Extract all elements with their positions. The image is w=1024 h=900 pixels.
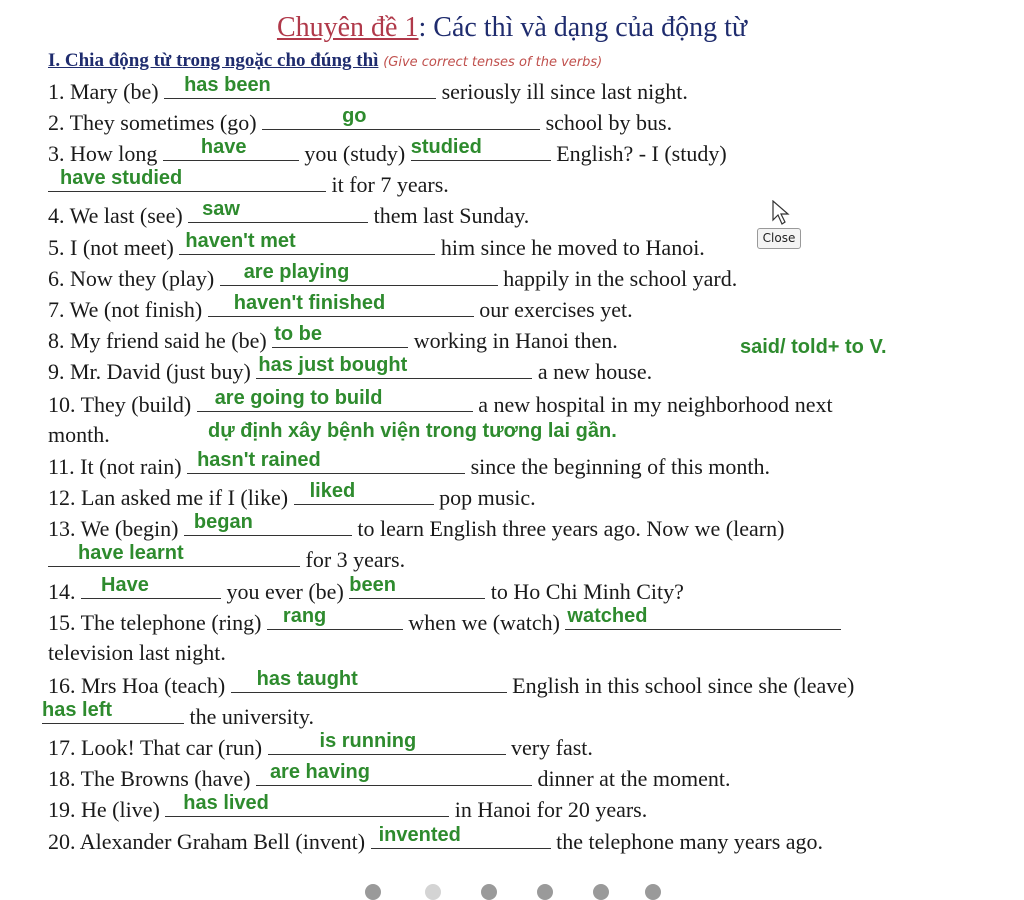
section-title: I. Chia động từ trong ngoặc cho đúng thì — [48, 50, 379, 71]
exercise-line — [42, 699, 314, 730]
answer-blank — [187, 449, 465, 474]
exercise-line — [48, 824, 824, 855]
exercise-line — [48, 668, 855, 699]
exercise-line — [48, 167, 449, 198]
exercise-line — [48, 792, 648, 823]
line-text: 17. Look! That car (run) — [48, 735, 263, 760]
answer-blank — [410, 136, 551, 161]
answer-blank — [256, 354, 532, 379]
line-text: happily in the school yard. — [503, 266, 738, 291]
line-text: him since he moved to Hanoi. — [440, 235, 705, 260]
answer-blank — [42, 699, 184, 724]
line-text: seriously ill since last night. — [441, 79, 688, 104]
exercise-line — [48, 542, 406, 573]
line-text: 3. How long — [48, 141, 158, 166]
answer-blank — [188, 198, 368, 223]
line-text: when we (watch) — [408, 610, 560, 635]
answer-blank — [163, 136, 299, 161]
line-text: 4. We last (see) — [48, 203, 183, 228]
answer-blank — [231, 668, 507, 693]
exercise-line — [48, 605, 841, 636]
line-text: working in Hanoi then. — [413, 328, 618, 353]
line-text: 2. They sometimes (go) — [48, 110, 257, 135]
vietnamese-note: dự định xây bệnh viện trong tương lai gần. — [208, 420, 617, 442]
line-text: our exercises yet. — [479, 297, 633, 322]
line-text: 18. The Browns (have) — [48, 766, 251, 791]
exercise-line — [48, 292, 633, 323]
answer-blank — [268, 730, 506, 755]
page-dot[interactable] — [365, 884, 381, 900]
line-text: 5. I (not meet) — [48, 235, 174, 260]
title-topic: Chuyên đề 1 — [276, 12, 419, 43]
line-text: 7. We (not finish) — [48, 297, 203, 322]
page-dot[interactable] — [537, 884, 553, 900]
answer-blank — [267, 605, 403, 630]
exercise-line — [48, 230, 705, 261]
line-text: 8. My friend said he (be) — [48, 328, 267, 353]
line-text: it for 7 years. — [331, 172, 449, 197]
answer-text: began — [193, 511, 253, 533]
line-text: them last Sunday. — [373, 203, 530, 228]
answer-text: watched — [567, 605, 648, 627]
title-subject: Các thì và dạng của động từ — [433, 12, 748, 43]
answer-text: are having — [269, 761, 370, 783]
answer-text: studied — [410, 136, 482, 158]
answer-text: saw — [202, 198, 240, 220]
exercise-line — [48, 261, 738, 292]
answer-text: haven't finished — [233, 292, 386, 314]
line-text: the university. — [189, 704, 314, 729]
line-text: to learn English three years ago. Now we (learn) — [357, 516, 785, 541]
exercise-line — [48, 354, 653, 385]
section-hint: (Give correct tenses of the verbs) — [383, 55, 603, 70]
line-text: 19. He (live) — [48, 797, 160, 822]
grammar-note: said/ told+ to V. — [740, 336, 887, 358]
answer-blank — [197, 387, 473, 412]
line-text: 15. The telephone (ring) — [48, 610, 262, 635]
pagination-dots — [365, 878, 675, 892]
title-separator: : — [418, 12, 434, 43]
line-text: 16. Mrs Hoa (teach) — [48, 673, 226, 698]
line-text: you (study) — [304, 141, 406, 166]
answer-blank — [294, 480, 434, 505]
answer-blank — [48, 167, 326, 192]
answer-text: liked — [309, 480, 356, 502]
answer-text: haven't met — [185, 230, 296, 252]
answer-blank — [81, 574, 221, 599]
exercise-line — [48, 105, 673, 136]
answer-text: hasn't rained — [197, 449, 321, 471]
answer-blank — [208, 292, 474, 317]
line-text: 11. It (not rain) — [48, 454, 182, 479]
line-text: pop music. — [439, 485, 536, 510]
exercise-line — [48, 323, 618, 354]
line-text: school by bus. — [545, 110, 673, 135]
answer-text: has lived — [183, 792, 269, 814]
answer-blank — [371, 824, 551, 849]
line-text: since the beginning of this month. — [470, 454, 770, 479]
answer-text: have studied — [60, 167, 183, 189]
exercise-line — [48, 640, 226, 666]
exercise-line — [48, 761, 731, 792]
mouse-cursor-icon — [772, 200, 790, 226]
page-dot[interactable] — [593, 884, 609, 900]
line-text: you ever (be) — [226, 579, 344, 604]
line-text: to Ho Chi Minh City? — [490, 579, 684, 604]
answer-blank — [272, 323, 408, 348]
page-dot[interactable] — [645, 884, 661, 900]
answer-blank — [262, 105, 540, 130]
line-text: 6. Now they (play) — [48, 266, 215, 291]
answer-blank — [179, 230, 435, 255]
answer-text: has just bought — [258, 354, 408, 376]
answer-blank — [220, 261, 498, 286]
line-text: 14. — [48, 579, 76, 604]
line-text: a new hospital in my neighborhood next — [478, 392, 833, 417]
line-text: television last night. — [48, 640, 226, 665]
exercise-line — [48, 511, 785, 542]
answer-text: is running — [319, 730, 417, 752]
answer-text: been — [349, 574, 396, 596]
answer-blank — [165, 792, 449, 817]
exercise-line — [48, 480, 536, 511]
line-text: for 3 years. — [305, 547, 406, 572]
page-title — [0, 12, 1024, 44]
answer-text: to be — [274, 323, 322, 345]
line-text: 20. Alexander Graham Bell (invent) — [48, 829, 366, 854]
line-text: 1. Mary (be) — [48, 79, 159, 104]
line-text: 13. We (begin) — [48, 516, 179, 541]
line-text: 9. Mr. David (just buy) — [48, 359, 251, 384]
line-text: the telephone many years ago. — [556, 829, 824, 854]
line-text: dinner at the moment. — [537, 766, 731, 791]
answer-text: has left — [42, 699, 113, 721]
line-text: 12. Lan asked me if I (like) — [48, 485, 289, 510]
line-text: English in this school since she (leave) — [512, 673, 855, 698]
exercise-line — [48, 574, 684, 605]
exercise-line — [48, 387, 833, 418]
answer-text: have learnt — [78, 542, 184, 564]
line-text: English? - I (study) — [556, 141, 727, 166]
answer-blank — [48, 542, 300, 567]
answer-text: are going to build — [214, 387, 383, 409]
page-dot[interactable] — [481, 884, 497, 900]
answer-text: Have — [101, 574, 149, 596]
answer-blank — [184, 511, 352, 536]
answer-text: has taught — [256, 668, 358, 690]
exercise-line — [48, 198, 530, 229]
exercise-line — [48, 422, 110, 448]
exercise-line — [48, 730, 593, 761]
line-text: month. — [48, 422, 110, 447]
answer-text: invented — [378, 824, 461, 846]
line-text: a new house. — [537, 359, 653, 384]
line-text: very fast. — [511, 735, 593, 760]
answer-blank — [349, 574, 485, 599]
section-heading — [48, 50, 602, 72]
answer-text: go — [342, 105, 367, 127]
exercise-line — [48, 74, 688, 105]
exercise-line — [48, 449, 770, 480]
page-dot[interactable] — [425, 884, 441, 900]
answer-blank — [164, 74, 436, 99]
answer-text: has been — [184, 74, 271, 96]
exercise-line — [48, 136, 727, 167]
answer-blank — [256, 761, 532, 786]
close-button[interactable]: Close — [757, 228, 801, 249]
line-text: 10. They (build) — [48, 392, 192, 417]
answer-blank — [565, 605, 841, 630]
answer-text: rang — [282, 605, 327, 627]
answer-text: have — [200, 136, 247, 158]
answer-text: are playing — [243, 261, 350, 283]
line-text: in Hanoi for 20 years. — [454, 797, 648, 822]
